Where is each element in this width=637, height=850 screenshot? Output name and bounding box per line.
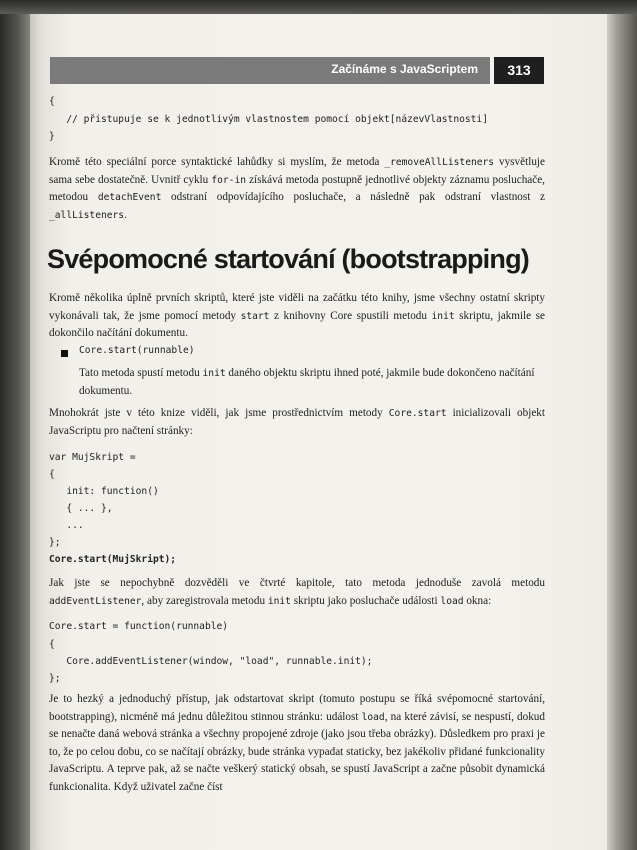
paragraph-core-start: Mnohokrát jste v této knize viděli, jak jsme prostřednictvím metody Core.start inicializovali objekt JavaScriptu pro načtení stránky: (49, 407, 545, 437)
code-line: { (49, 469, 55, 480)
paragraph-add-event-listener: Jak jste se nepochybně dozvěděli ve čtvrté kapitole, tato metoda jednoduše zavolá metodu addEventListener, aby zaregistrovala metodu init skriptu jako posluchače události load okna: (49, 577, 545, 607)
code-line: Core.start(MujSkript); (49, 554, 177, 565)
bullet-square-icon (61, 350, 68, 357)
code-line: }; (49, 673, 61, 684)
code-line: { ... }, (49, 503, 113, 514)
code-line: }; (49, 537, 61, 548)
code-line: { (49, 96, 55, 107)
page-edge-shadow (607, 0, 637, 850)
code-line: } (49, 131, 55, 142)
section-heading: Svépomocné startování (bootstrapping) (47, 244, 529, 274)
code-line: // přistupuje se k jednotlivým vlastnostem pomocí objekt[názevVlastnosti] (49, 114, 488, 125)
section-title: Začínáme s JavaScriptem (331, 62, 478, 76)
code-line: { (49, 639, 55, 650)
paragraph-remove-listeners: Kromě této speciální porce syntaktické lahůdky si myslím, že metoda _removeAllListeners vysvětluje sama sebe dostatečně. Uvnitř cyklu for-in získává metoda postupně jednotlivé objekty záznamu posluchače, metodou detachEvent odstraní odpovídajícího posluchače, a následně pak odstraní vlastnost z _allListeners. (49, 156, 545, 221)
bullet-code: Core.start(runnable) (79, 345, 195, 356)
running-header (50, 57, 490, 84)
code-line: ... (49, 520, 84, 531)
page-number: 313 (494, 57, 544, 84)
code-line: init: function() (49, 486, 159, 497)
paragraph-bootstrapping: Je to hezký a jednoduchý přístup, jak odstartovat skript (tomuto postupu se říká svépomocné startování, bootstrapping), nicméně má jednu důležitou stinnou stránku: událost load, na které závisí, se nespustí, dokud se nenačte daná webová stránka a všechny propojené zdroje (jako jsou třeba obrázky). Důsledkem pro praxi je to, že po celou dobu, co se načítají obrázky, bude stránka vypadat staticky, bez jakékoliv přidané funkcionality JavaScriptu. A teprve pak, až se načte veškerý statický obsah, se spustí JavaScript a začne působit dynamická funkcionalita. Když uživatel začne číst (49, 693, 545, 793)
paragraph-intro: Kromě několika úplně prvních skriptů, které jste viděli na začátku této knihy, jsme všechny ostatní skripty vykonávali tak, že jsme pomocí metody start z knihovny Core spustili metodu init skriptu, jakmile se dokončilo načítání dokumentu. (49, 292, 545, 339)
code-line: var MujSkript = (49, 452, 136, 463)
bullet-description: Tato metoda spustí metodu init daného objektu skriptu ihned poté, jakmile bude dokončeno načítání dokumentu. (79, 367, 535, 397)
code-line: Core.addEventListener(window, "load", runnable.init); (49, 656, 373, 667)
top-shadow (0, 0, 637, 14)
code-line: Core.start = function(runnable) (49, 621, 229, 632)
